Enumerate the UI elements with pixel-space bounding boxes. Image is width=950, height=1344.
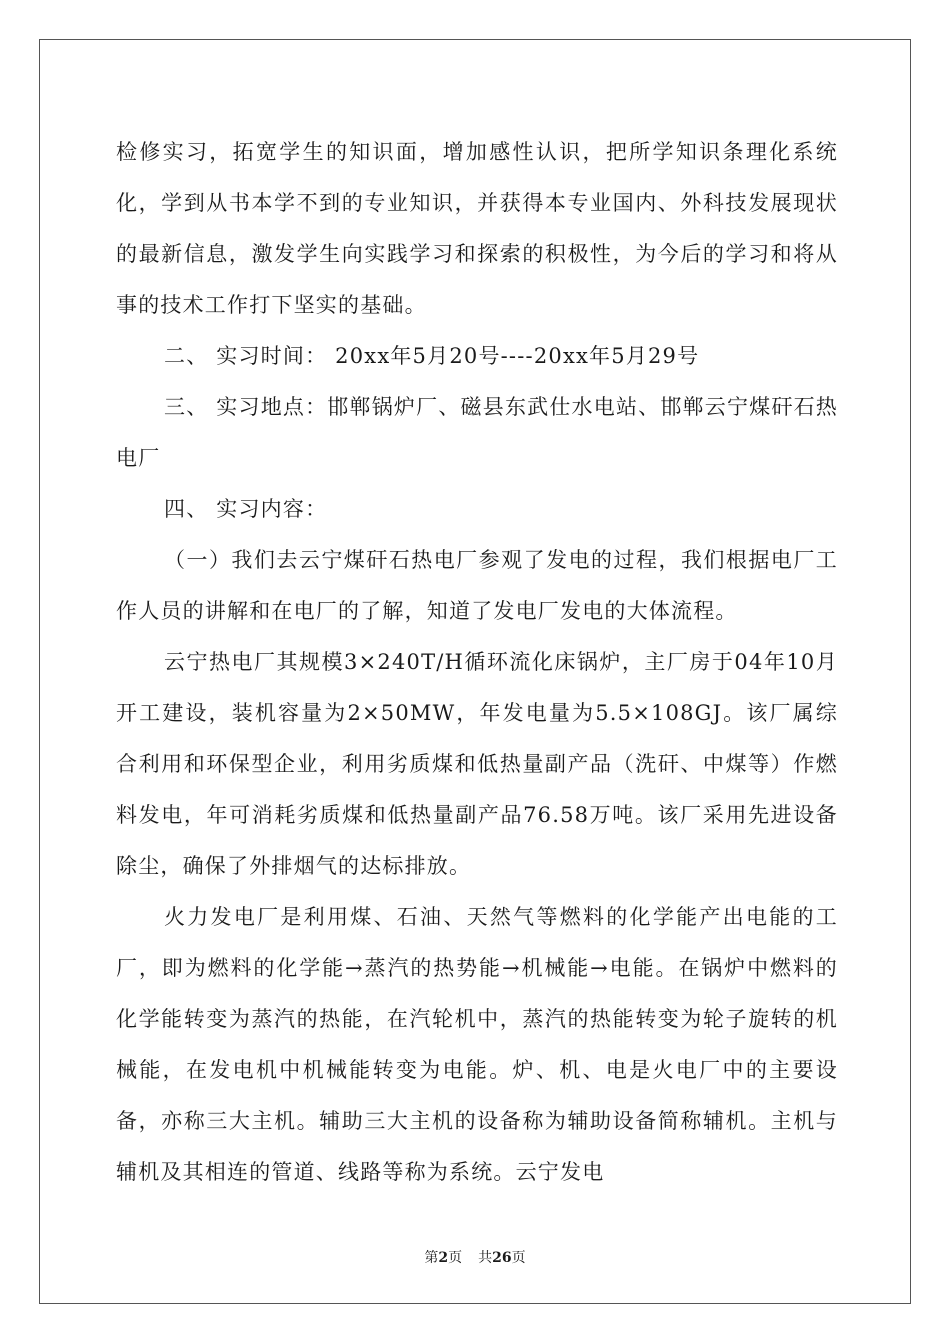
paragraph-internship-location: 三、 实习地点：邯郸锅炉厂、磁县东武仕水电站、邯郸云宁煤矸石热电厂: [116, 395, 838, 470]
page-prefix: 第: [424, 1250, 439, 1266]
document-body: [116, 127, 838, 1198]
paragraph-internship-time: 二、 实习时间： 20xx年5月20号----20xx年5月29号: [164, 344, 700, 368]
paragraph-visit-overview: （一）我们去云宁煤矸石热电厂参观了发电的过程，我们根据电厂工作人员的讲解和在电厂的了解，知道了发电厂发电的大体流程。: [116, 548, 838, 623]
total-pages: 26: [492, 1250, 512, 1266]
paragraph-power-generation: 火力发电厂是利用煤、石油、天然气等燃料的化学能产出电能的工厂，即为燃料的化学能→蒸汽的热势能→机械能→电能。在锅炉中燃料的化学能转变为蒸汽的热能，在汽轮机中，蒸汽的热能转变为轮子旋转的机械能，在发电机中机械能转变为电能。炉、机、电是火电厂中的主要设备，亦称三大主机。辅助三大主机的设备称为辅助设备简称辅机。主机与辅机及其相连的管道、线路等称为系统。云宁发电: [116, 905, 838, 1184]
paragraph-plant-scale: 云宁热电厂其规模3×240T/H循环流化床锅炉，主厂房于04年10月开工建设，装机容量为2×50MW，年发电量为5.5×108GJ。该厂属综合利用和环保型企业，利用劣质煤和低热量副产品（洗矸、中煤等）作燃料发电，年可消耗劣质煤和低热量副产品76.58万吨。该厂采用先进设备除尘，确保了外排烟气的达标排放。: [116, 650, 838, 878]
paragraph-internship-content-heading: 四、 实习内容：: [164, 497, 328, 521]
page-number: 2: [438, 1250, 449, 1266]
paragraph-purpose: 检修实习，拓宽学生的知识面，增加感性认识，把所学知识条理化系统化，学到从书本学不到的专业知识，并获得本专业国内、外科技发展现状的最新信息，激发学生向实践学习和探索的积极性，为今后的学习和将从事的技术工作打下坚实的基础。: [116, 140, 838, 317]
total-suffix: 页: [511, 1250, 526, 1266]
page-footer: [0, 1248, 950, 1268]
total-prefix: 共: [478, 1250, 493, 1266]
page-suffix: 页: [448, 1250, 463, 1266]
